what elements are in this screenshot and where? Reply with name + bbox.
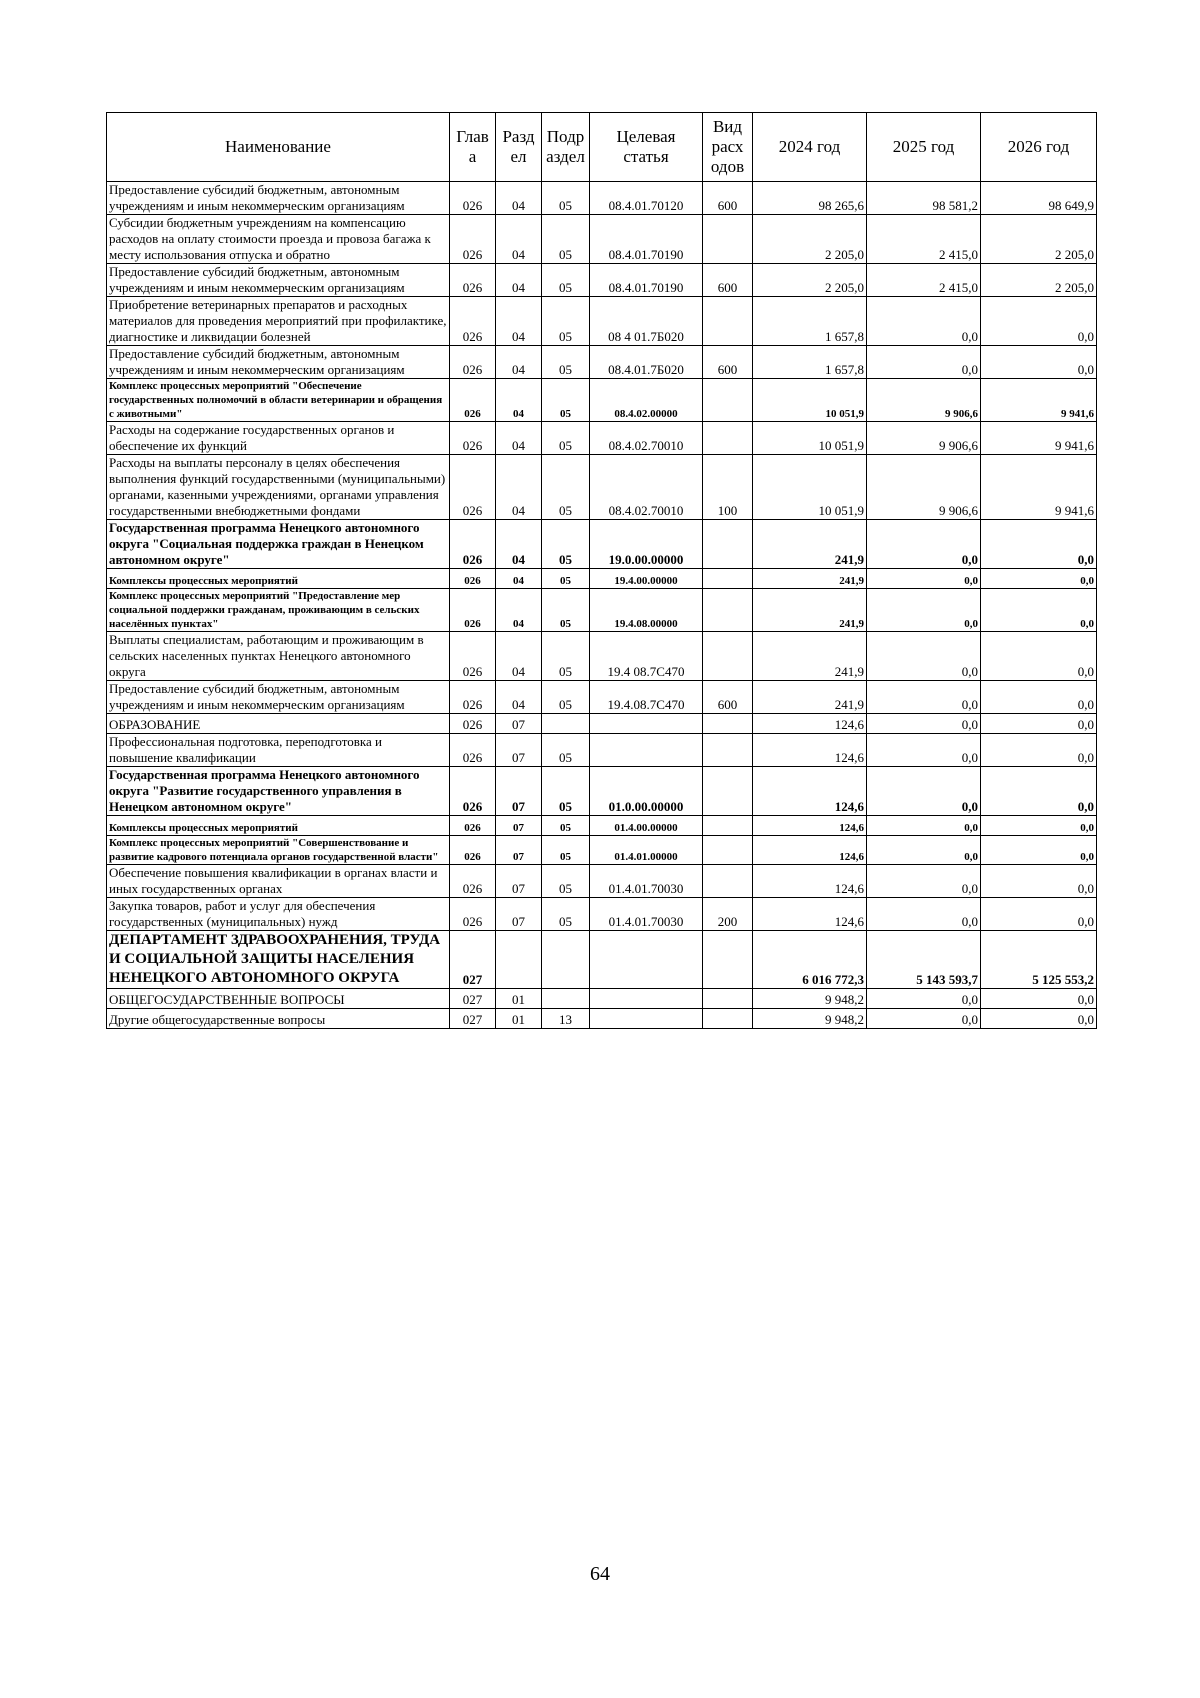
table-row (107, 422, 1097, 455)
cell-2024: 124,6 (753, 714, 867, 734)
cell-2024: 241,9 (753, 681, 867, 714)
cell-2025: 0,0 (867, 865, 981, 898)
cell-section: 04 (496, 264, 542, 297)
cell-target (590, 714, 703, 734)
cell-2026: 0,0 (981, 767, 1097, 816)
cell-subsection (542, 714, 590, 734)
cell-target: 08.4.01.70190 (590, 264, 703, 297)
cell-chapter: 026 (450, 589, 496, 632)
cell-2024: 6 016 772,3 (753, 931, 867, 989)
cell-name: ОБЩЕГОСУДАРСТВЕННЫЕ ВОПРОСЫ (107, 989, 450, 1009)
cell-target: 08 4 01.7Б020 (590, 297, 703, 346)
cell-section: 04 (496, 346, 542, 379)
cell-subsection: 05 (542, 346, 590, 379)
cell-2026: 0,0 (981, 816, 1097, 836)
cell-section (496, 931, 542, 989)
cell-2026: 0,0 (981, 898, 1097, 931)
table-row (107, 836, 1097, 865)
header-exp-type: Вид расх одов (703, 113, 753, 182)
cell-2026: 2 205,0 (981, 264, 1097, 297)
cell-exp-type (703, 816, 753, 836)
cell-2024: 10 051,9 (753, 379, 867, 422)
cell-chapter: 026 (450, 455, 496, 520)
cell-target: 01.4.01.70030 (590, 898, 703, 931)
cell-exp-type (703, 379, 753, 422)
cell-chapter: 026 (450, 734, 496, 767)
cell-2025: 0,0 (867, 816, 981, 836)
cell-chapter: 026 (450, 520, 496, 569)
cell-exp-type (703, 989, 753, 1009)
cell-subsection: 13 (542, 1009, 590, 1029)
table-row (107, 816, 1097, 836)
table-row (107, 931, 1097, 989)
cell-name: Обеспечение повышения квалификации в органах власти и иных государственных органах (107, 865, 450, 898)
cell-target: 08.4.01.7Б020 (590, 346, 703, 379)
cell-2025: 0,0 (867, 520, 981, 569)
cell-subsection: 05 (542, 734, 590, 767)
cell-2024: 10 051,9 (753, 455, 867, 520)
cell-name: Государственная программа Ненецкого автономного округа "Развитие государственного управления в Ненецком автономном округе" (107, 767, 450, 816)
cell-target: 19.4.08.7С470 (590, 681, 703, 714)
cell-2024: 9 948,2 (753, 1009, 867, 1029)
cell-name: Комплекс процессных мероприятий "Обеспечение государственных полномочий в области ветеринарии и обращения с животными" (107, 379, 450, 422)
cell-chapter: 027 (450, 931, 496, 989)
cell-2024: 124,6 (753, 816, 867, 836)
cell-exp-type (703, 734, 753, 767)
cell-section: 07 (496, 865, 542, 898)
cell-2024: 10 051,9 (753, 422, 867, 455)
page-number: 64 (590, 1563, 610, 1585)
cell-section: 04 (496, 681, 542, 714)
cell-2024: 2 205,0 (753, 264, 867, 297)
cell-subsection: 05 (542, 422, 590, 455)
cell-section: 04 (496, 569, 542, 589)
header-2025: 2025 год (867, 113, 981, 182)
cell-subsection: 05 (542, 589, 590, 632)
cell-exp-type: 600 (703, 264, 753, 297)
cell-2025: 0,0 (867, 346, 981, 379)
cell-2026: 9 941,6 (981, 422, 1097, 455)
cell-subsection: 05 (542, 632, 590, 681)
cell-subsection: 05 (542, 865, 590, 898)
cell-2024: 124,6 (753, 734, 867, 767)
cell-name: Другие общегосударственные вопросы (107, 1009, 450, 1029)
table-row (107, 989, 1097, 1009)
cell-chapter: 026 (450, 714, 496, 734)
cell-exp-type (703, 767, 753, 816)
cell-section: 04 (496, 379, 542, 422)
cell-section: 07 (496, 767, 542, 816)
cell-section: 01 (496, 1009, 542, 1029)
cell-2024: 241,9 (753, 569, 867, 589)
cell-chapter: 026 (450, 865, 496, 898)
cell-2026: 0,0 (981, 714, 1097, 734)
table-header-row (107, 113, 1097, 182)
header-2024: 2024 год (753, 113, 867, 182)
cell-target (590, 989, 703, 1009)
cell-target: 01.0.00.00000 (590, 767, 703, 816)
cell-2025: 9 906,6 (867, 455, 981, 520)
cell-target: 08.4.01.70190 (590, 215, 703, 264)
cell-subsection (542, 989, 590, 1009)
cell-exp-type: 600 (703, 182, 753, 215)
budget-table (106, 112, 1097, 1029)
cell-2024: 1 657,8 (753, 297, 867, 346)
cell-chapter: 026 (450, 681, 496, 714)
table-row (107, 346, 1097, 379)
cell-name: Комплекс процессных мероприятий "Совершенствование и развитие кадрового потенциала органов государственной власти" (107, 836, 450, 865)
cell-2026: 0,0 (981, 865, 1097, 898)
cell-exp-type (703, 422, 753, 455)
cell-section: 04 (496, 632, 542, 681)
cell-section: 07 (496, 836, 542, 865)
cell-2026: 0,0 (981, 681, 1097, 714)
cell-2024: 2 205,0 (753, 215, 867, 264)
cell-exp-type: 600 (703, 346, 753, 379)
cell-name: Комплекс процессных мероприятий "Предоставление мер социальной поддержки гражданам, проживающим в сельских населённых пунктах" (107, 589, 450, 632)
table-row (107, 520, 1097, 569)
header-name: Наименование (107, 113, 450, 182)
header-chapter: Глав а (450, 113, 496, 182)
table-row (107, 264, 1097, 297)
table-row (107, 569, 1097, 589)
cell-subsection: 05 (542, 569, 590, 589)
table-row (107, 632, 1097, 681)
cell-target: 19.4.00.00000 (590, 569, 703, 589)
cell-name: Предоставление субсидий бюджетным, автономным учреждениям и иным некоммерческим организациям (107, 182, 450, 215)
cell-2026: 5 125 553,2 (981, 931, 1097, 989)
cell-exp-type (703, 865, 753, 898)
cell-name: Предоставление субсидий бюджетным, автономным учреждениям и иным некоммерческим организациям (107, 346, 450, 379)
header-subsection: Подр аздел (542, 113, 590, 182)
header-section: Разд ел (496, 113, 542, 182)
cell-2025: 0,0 (867, 767, 981, 816)
cell-2025: 0,0 (867, 1009, 981, 1029)
table-row (107, 734, 1097, 767)
cell-2025: 0,0 (867, 836, 981, 865)
cell-target: 08.4.02.00000 (590, 379, 703, 422)
cell-2025: 0,0 (867, 632, 981, 681)
cell-2024: 124,6 (753, 898, 867, 931)
cell-section: 07 (496, 714, 542, 734)
cell-subsection: 05 (542, 379, 590, 422)
cell-name: Предоставление субсидий бюджетным, автономным учреждениям и иным некоммерческим организациям (107, 264, 450, 297)
cell-name: ОБРАЗОВАНИЕ (107, 714, 450, 734)
cell-section: 01 (496, 989, 542, 1009)
cell-section: 04 (496, 422, 542, 455)
cell-2025: 9 906,6 (867, 379, 981, 422)
table-row (107, 379, 1097, 422)
cell-target (590, 931, 703, 989)
cell-2025: 0,0 (867, 681, 981, 714)
cell-section: 04 (496, 215, 542, 264)
cell-exp-type (703, 520, 753, 569)
cell-2024: 124,6 (753, 767, 867, 816)
cell-section: 04 (496, 520, 542, 569)
cell-2025: 5 143 593,7 (867, 931, 981, 989)
cell-chapter: 026 (450, 182, 496, 215)
cell-chapter: 027 (450, 1009, 496, 1029)
cell-exp-type: 200 (703, 898, 753, 931)
cell-chapter: 026 (450, 767, 496, 816)
cell-name: Профессиональная подготовка, переподготовка и повышение квалификации (107, 734, 450, 767)
cell-2026: 0,0 (981, 989, 1097, 1009)
cell-name: Предоставление субсидий бюджетным, автономным учреждениям и иным некоммерческим организациям (107, 681, 450, 714)
cell-subsection: 05 (542, 681, 590, 714)
cell-exp-type (703, 836, 753, 865)
table-row (107, 455, 1097, 520)
cell-exp-type (703, 931, 753, 989)
cell-name: Закупка товаров, работ и услуг для обеспечения государственных (муниципальных) нужд (107, 898, 450, 931)
cell-subsection: 05 (542, 297, 590, 346)
table-row (107, 182, 1097, 215)
cell-name: Субсидии бюджетным учреждениям на компенсацию расходов на оплату стоимости проезда и провоза багажа к месту использования отпуска и обратно (107, 215, 450, 264)
cell-2024: 124,6 (753, 865, 867, 898)
cell-2026: 2 205,0 (981, 215, 1097, 264)
cell-subsection: 05 (542, 898, 590, 931)
cell-name: Государственная программа Ненецкого автономного округа "Социальная поддержка граждан в Ненецком автономном округе" (107, 520, 450, 569)
header-2026: 2026 год (981, 113, 1097, 182)
cell-exp-type (703, 297, 753, 346)
cell-subsection: 05 (542, 836, 590, 865)
cell-2024: 241,9 (753, 520, 867, 569)
cell-chapter: 026 (450, 898, 496, 931)
cell-target: 01.4.01.00000 (590, 836, 703, 865)
cell-subsection (542, 931, 590, 989)
cell-target: 19.4 08.7С470 (590, 632, 703, 681)
cell-name: Комплексы процессных мероприятий (107, 569, 450, 589)
cell-exp-type (703, 1009, 753, 1029)
cell-2025: 98 581,2 (867, 182, 981, 215)
table-row (107, 589, 1097, 632)
cell-target: 08.4.02.70010 (590, 455, 703, 520)
cell-target (590, 734, 703, 767)
cell-subsection: 05 (542, 264, 590, 297)
cell-subsection: 05 (542, 215, 590, 264)
cell-target (590, 1009, 703, 1029)
cell-2024: 241,9 (753, 589, 867, 632)
cell-name: Расходы на выплаты персоналу в целях обеспечения выполнения функций государственными (муниципальными) органами, казенными учреждениями, органами управления государственными внебюджетными фондами (107, 455, 450, 520)
table-row (107, 681, 1097, 714)
table-row (107, 767, 1097, 816)
cell-2026: 9 941,6 (981, 455, 1097, 520)
cell-2025: 0,0 (867, 589, 981, 632)
cell-exp-type (703, 632, 753, 681)
table-row (107, 865, 1097, 898)
cell-2026: 0,0 (981, 520, 1097, 569)
table-row (107, 297, 1097, 346)
cell-subsection: 05 (542, 182, 590, 215)
cell-name: Приобретение ветеринарных препаратов и расходных материалов для проведения мероприятий при профилактике, диагностике и ликвидации болезней (107, 297, 450, 346)
cell-section: 07 (496, 816, 542, 836)
cell-exp-type: 600 (703, 681, 753, 714)
cell-name: Комплексы процессных мероприятий (107, 816, 450, 836)
cell-2025: 0,0 (867, 714, 981, 734)
cell-name: Расходы на содержание государственных органов и обеспечение их функций (107, 422, 450, 455)
cell-2026: 0,0 (981, 734, 1097, 767)
cell-exp-type (703, 714, 753, 734)
cell-2026: 0,0 (981, 346, 1097, 379)
header-target: Целевая статья (590, 113, 703, 182)
cell-2025: 2 415,0 (867, 264, 981, 297)
cell-2025: 0,0 (867, 898, 981, 931)
cell-section: 04 (496, 182, 542, 215)
table-body (107, 182, 1097, 1029)
cell-chapter: 026 (450, 836, 496, 865)
cell-2025: 0,0 (867, 734, 981, 767)
cell-2025: 2 415,0 (867, 215, 981, 264)
cell-chapter: 026 (450, 632, 496, 681)
cell-2024: 124,6 (753, 836, 867, 865)
cell-chapter: 026 (450, 379, 496, 422)
cell-chapter: 027 (450, 989, 496, 1009)
cell-2024: 98 265,6 (753, 182, 867, 215)
cell-2026: 0,0 (981, 1009, 1097, 1029)
cell-2024: 241,9 (753, 632, 867, 681)
cell-target: 08.4.01.70120 (590, 182, 703, 215)
cell-name: ДЕПАРТАМЕНТ ЗДРАВООХРАНЕНИЯ, ТРУДА И СОЦИАЛЬНОЙ ЗАЩИТЫ НАСЕЛЕНИЯ НЕНЕЦКОГО АВТОНОМНОГО ОКРУГА (107, 931, 450, 989)
cell-2025: 0,0 (867, 297, 981, 346)
cell-2025: 9 906,6 (867, 422, 981, 455)
cell-subsection: 05 (542, 455, 590, 520)
cell-2026: 9 941,6 (981, 379, 1097, 422)
cell-2026: 0,0 (981, 569, 1097, 589)
cell-chapter: 026 (450, 569, 496, 589)
table-row (107, 898, 1097, 931)
cell-2024: 1 657,8 (753, 346, 867, 379)
cell-section: 04 (496, 455, 542, 520)
cell-section: 07 (496, 734, 542, 767)
table-row (107, 714, 1097, 734)
cell-exp-type: 100 (703, 455, 753, 520)
cell-exp-type (703, 569, 753, 589)
cell-chapter: 026 (450, 346, 496, 379)
cell-2024: 9 948,2 (753, 989, 867, 1009)
cell-section: 04 (496, 297, 542, 346)
cell-subsection: 05 (542, 767, 590, 816)
cell-subsection: 05 (542, 816, 590, 836)
cell-target: 19.0.00.00000 (590, 520, 703, 569)
cell-target: 19.4.08.00000 (590, 589, 703, 632)
cell-chapter: 026 (450, 215, 496, 264)
cell-2026: 0,0 (981, 297, 1097, 346)
cell-section: 04 (496, 589, 542, 632)
cell-2026: 98 649,9 (981, 182, 1097, 215)
cell-section: 07 (496, 898, 542, 931)
cell-name: Выплаты специалистам, работающим и проживающим в сельских населенных пунктах Ненецкого автономного округа (107, 632, 450, 681)
table-row (107, 215, 1097, 264)
cell-2025: 0,0 (867, 989, 981, 1009)
cell-exp-type (703, 589, 753, 632)
cell-target: 01.4.01.70030 (590, 865, 703, 898)
cell-chapter: 026 (450, 816, 496, 836)
cell-2026: 0,0 (981, 589, 1097, 632)
cell-target: 08.4.02.70010 (590, 422, 703, 455)
cell-target: 01.4.00.00000 (590, 816, 703, 836)
cell-2026: 0,0 (981, 836, 1097, 865)
cell-chapter: 026 (450, 264, 496, 297)
cell-exp-type (703, 215, 753, 264)
cell-2025: 0,0 (867, 569, 981, 589)
cell-chapter: 026 (450, 297, 496, 346)
cell-2026: 0,0 (981, 632, 1097, 681)
table-row (107, 1009, 1097, 1029)
cell-subsection: 05 (542, 520, 590, 569)
cell-chapter: 026 (450, 422, 496, 455)
